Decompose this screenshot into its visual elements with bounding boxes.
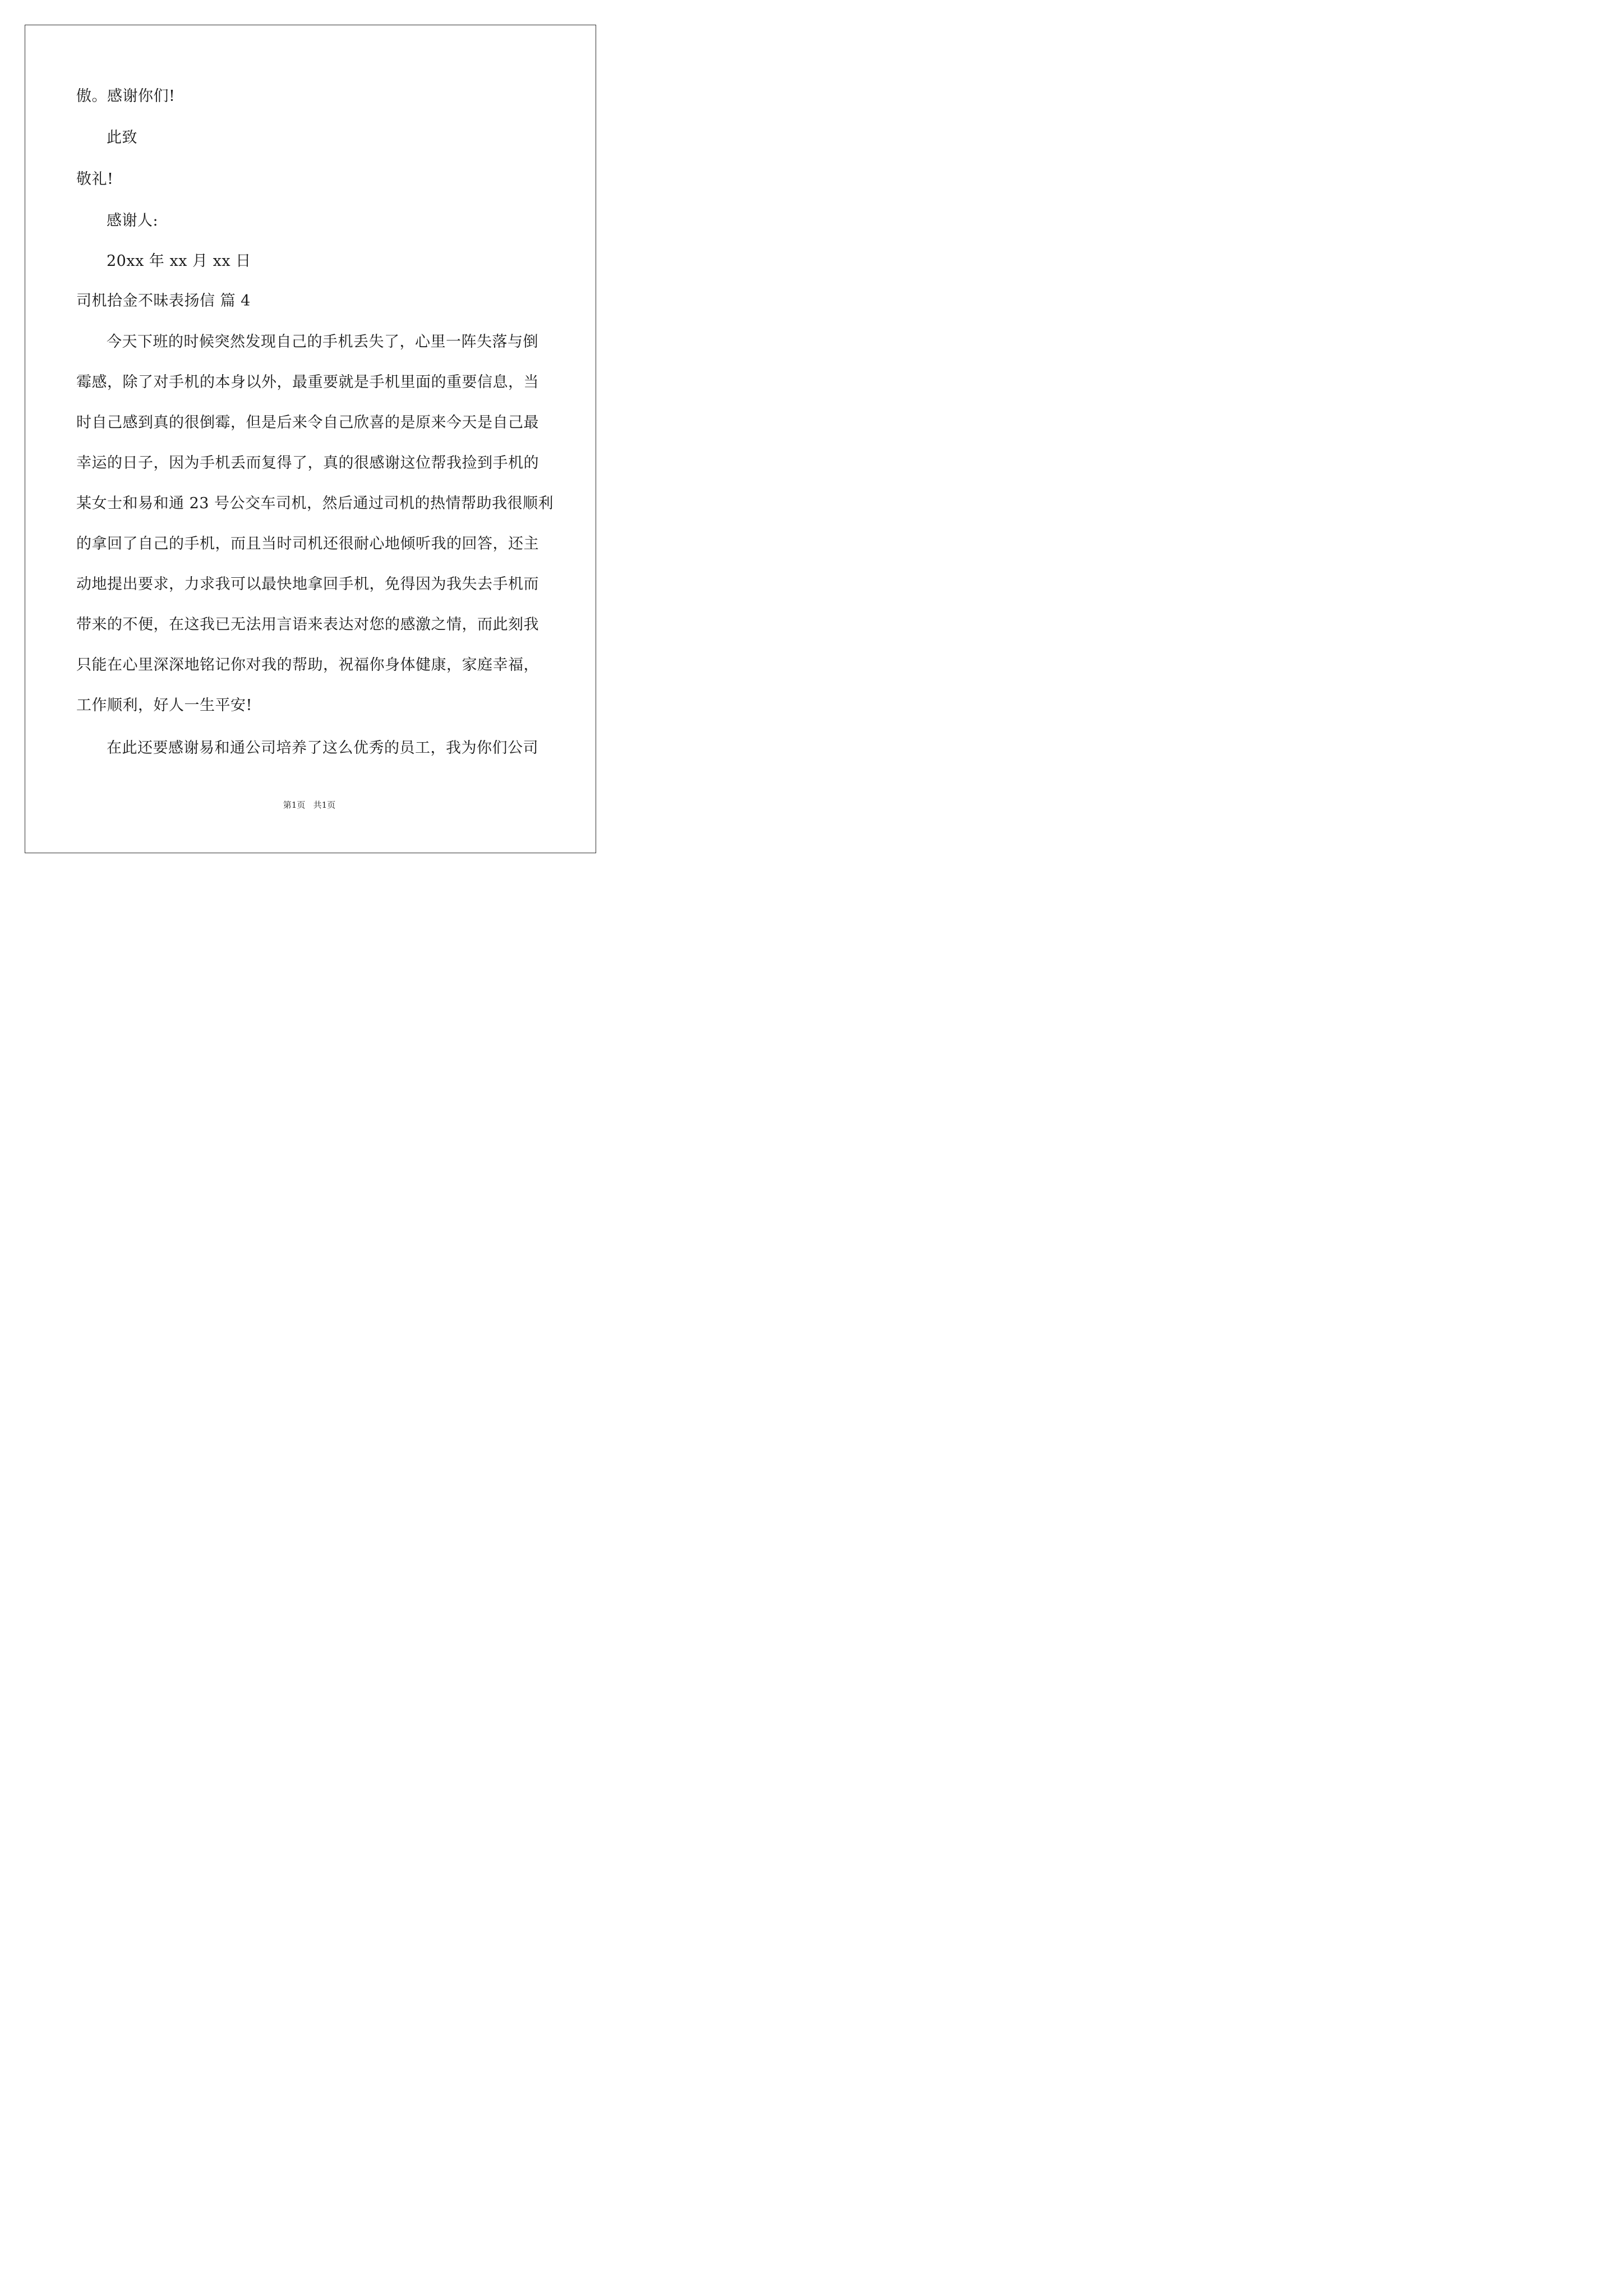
text-line: 的拿回了自己的手机，而且当时司机还很耐心地倾听我的回答，还主 bbox=[76, 535, 539, 553]
text-line: 时自己感到真的很倒霉，但是后来令自己欣喜的是原来今天是自己最 bbox=[76, 414, 539, 431]
text-line: 带来的不便，在这我已无法用言语来表达对您的感激之情，而此刻我 bbox=[76, 616, 539, 633]
text-line: 幸运的日子，因为手机丢而复得了，真的很感谢这位帮我捡到手机的 bbox=[76, 454, 539, 472]
page-border bbox=[25, 25, 596, 853]
text-line: 某女士和易和通 23 号公交车司机，然后通过司机的热情帮助我很顺利 bbox=[76, 495, 554, 512]
text-line: 今天下班的时候突然发现自己的手机丢失了，心里一阵失落与倒 bbox=[107, 333, 538, 351]
section-heading: 司机拾金不昧表扬信 篇 4 bbox=[76, 292, 251, 310]
text-line: 霉感，除了对手机的本身以外，最重要就是手机里面的重要信息，当 bbox=[76, 374, 539, 391]
page-footer: 第1页 共1页 bbox=[283, 800, 336, 810]
text-line: 只能在心里深深地铭记你对我的帮助，祝福你身体健康，家庭幸福， bbox=[76, 656, 539, 674]
text-line: 动地提出要求，力求我可以最快地拿回手机，免得因为我失去手机而 bbox=[76, 576, 539, 593]
text-line: 感谢人: bbox=[107, 212, 159, 229]
text-line: 工作顺利，好人一生平安! bbox=[76, 697, 252, 714]
text-line: 在此还要感谢易和通公司培养了这么优秀的员工，我为你们公司 bbox=[107, 739, 538, 757]
text-line: 此致 bbox=[107, 129, 137, 146]
text-line: 20xx 年 xx 月 xx 日 bbox=[107, 252, 251, 270]
text-line: 傲。感谢你们! bbox=[76, 88, 176, 105]
text-line: 敬礼! bbox=[76, 171, 114, 188]
